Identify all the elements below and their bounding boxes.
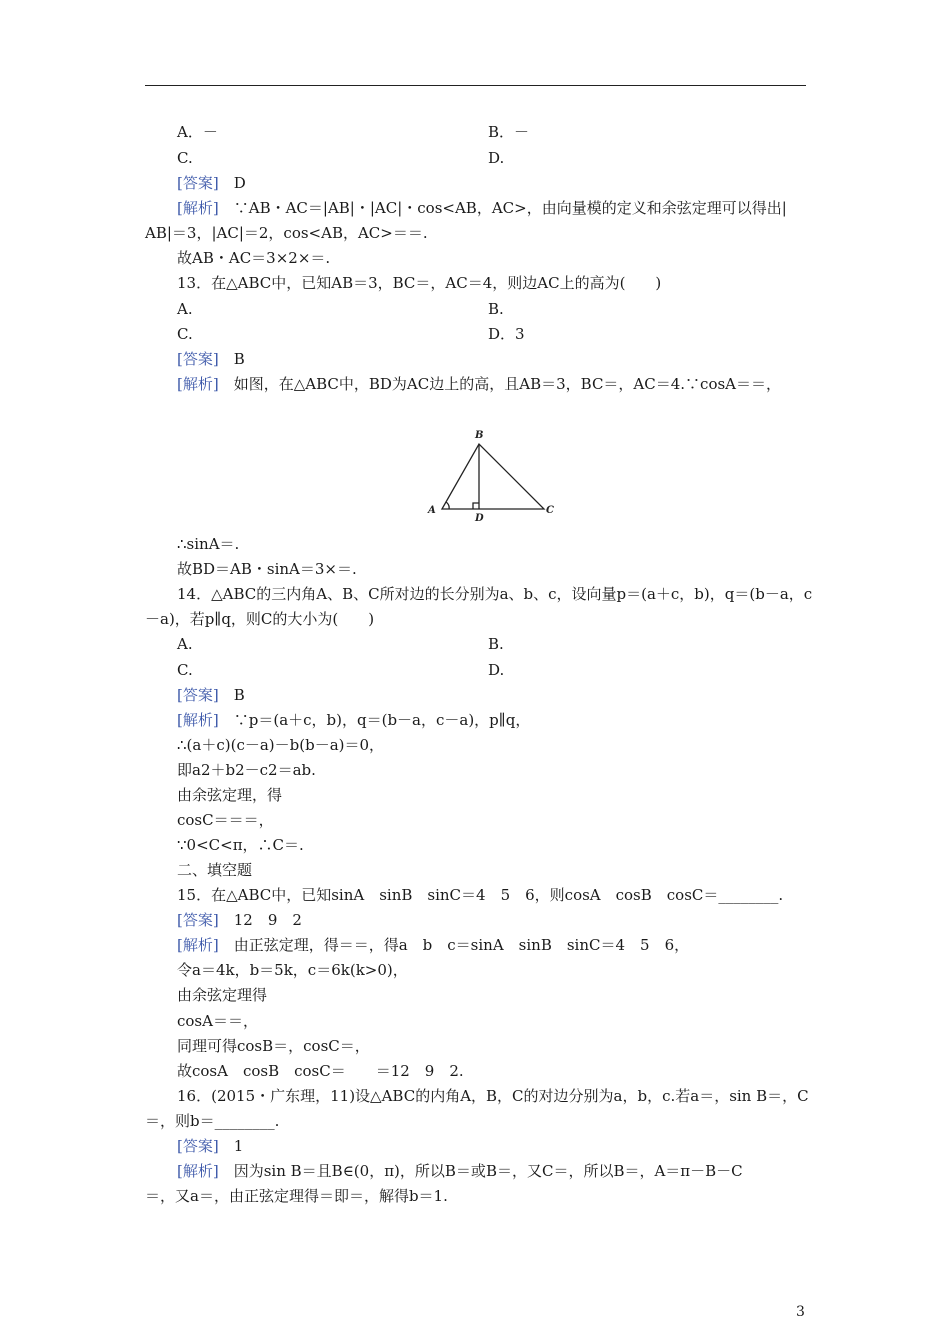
answer-line	[177, 685, 245, 705]
explanation-tag: [解析]	[177, 1162, 219, 1180]
explanation-tag: [解析]	[177, 711, 219, 729]
explanation-text: ∵AB・AC＝|AB|・|AC|・cos<AB，AC>，由向量模的定义和余弦定理可以得出|	[233, 199, 787, 217]
option-d: D.	[488, 661, 505, 679]
explanation-text: cosA＝＝，	[177, 1012, 258, 1030]
explanation-line	[177, 374, 781, 394]
option-c: C.	[177, 325, 193, 343]
explanation-text: ∵0<C<π，∴C＝.	[177, 836, 304, 854]
answer-line	[177, 349, 245, 369]
right-angle-mark	[473, 503, 479, 509]
answer-value: B	[233, 350, 245, 368]
answer-tag: [答案]	[177, 911, 219, 929]
section-heading: 二、填空题	[177, 861, 253, 879]
label-b: B	[475, 430, 484, 441]
explanation-text: 由余弦定理得	[177, 986, 268, 1004]
answer-line	[177, 173, 246, 193]
explanation-text: 由正弦定理，得＝＝，得a b c＝sinA sinB sinC＝4 5 6，	[233, 936, 690, 954]
answer-tag: [答案]	[177, 174, 219, 192]
label-d: D	[475, 513, 484, 524]
answer-tag: [答案]	[177, 1137, 219, 1155]
explanation-text: 因为sin B＝且B∈(0，π)，所以B＝或B＝，又C＝，所以B＝，A＝π－B－C	[233, 1162, 743, 1180]
explanation-tag: [解析]	[177, 199, 219, 217]
question-stem: 15．在△ABC中，已知sinA sinB sinC＝4 5 6，则cosA cosB cosC＝________.	[177, 886, 784, 904]
triangle-abc	[442, 444, 544, 509]
explanation-text: cosC＝＝＝，	[177, 811, 274, 829]
answer-tag: [答案]	[177, 686, 219, 704]
explanation-line	[177, 710, 530, 730]
answer-line	[177, 910, 302, 930]
answer-value: 1	[233, 1137, 244, 1155]
option-b: B.	[488, 635, 504, 653]
header-rule	[145, 85, 806, 86]
explanation-tag: [解析]	[177, 375, 219, 393]
label-c: C	[546, 505, 554, 516]
explanation-line	[177, 1161, 743, 1181]
explanation-text: 故AB・AC＝3×2×＝.	[177, 249, 331, 267]
question-stem: ＝，则b＝________.	[145, 1112, 280, 1130]
option-d: D.	[488, 149, 505, 167]
answer-tag: [答案]	[177, 350, 219, 368]
option-d: D．3	[488, 325, 525, 343]
explanation-text: 由余弦定理，得	[177, 786, 283, 804]
option-a: A.	[177, 635, 193, 653]
explanation-line	[177, 198, 787, 218]
answer-value: B	[233, 686, 245, 704]
explanation-text: 故cosA cosB cosC＝ ＝12 9 2.	[177, 1062, 464, 1080]
option-c: C.	[177, 149, 193, 167]
explanation-text: 即a2＋b2－c2＝ab.	[177, 761, 316, 779]
option-b: B．－	[488, 123, 530, 141]
explanation-text: AB|＝3，|AC|＝2，cos<AB，AC>＝＝.	[145, 224, 428, 242]
explanation-text: 同理可得cosB＝，cosC＝，	[177, 1037, 370, 1055]
question-stem: 16．(2015・广东理，11)设△ABC的内角A，B，C的对边分别为a，b，c.若a＝，sin B＝，C	[177, 1087, 809, 1105]
explanation-text: ＝，又a＝，由正弦定理得＝即＝，解得b＝1.	[145, 1187, 448, 1205]
angle-a-arc	[446, 502, 449, 509]
option-a: A．－	[177, 123, 218, 141]
answer-value: 12 9 2	[233, 911, 302, 929]
triangle-figure	[420, 424, 560, 524]
explanation-text: ∵p＝(a＋c，b)，q＝(b－a，c－a)，p∥q，	[233, 711, 531, 729]
explanation-text: ∴(a＋c)(c－a)－b(b－a)＝0，	[177, 736, 385, 754]
question-stem: 13．在△ABC中，已知AB＝3，BC＝，AC＝4，则边AC上的高为( )	[177, 274, 662, 292]
answer-line	[177, 1136, 243, 1156]
question-stem: 14．△ABC的三内角A、B、C所对边的长分别为a、b、c，设向量p＝(a＋c，b)，q＝(b－a，c	[177, 585, 813, 603]
option-a: A.	[177, 300, 193, 318]
explanation-line	[177, 935, 689, 955]
label-a: A	[428, 505, 436, 516]
explanation-text: ∴sinA＝.	[177, 535, 240, 553]
explanation-text: 故BD＝AB・sinA＝3×＝.	[177, 560, 357, 578]
explanation-text: 令a＝4k，b＝5k，c＝6k(k>0)，	[177, 961, 408, 979]
page-number: 3	[796, 1304, 805, 1320]
question-stem: －a)，若p∥q，则C的大小为( )	[145, 610, 375, 628]
explanation-text: 如图，在△ABC中，BD为AC边上的高，且AB＝3，BC＝，AC＝4.∵cosA＝＝，	[233, 375, 782, 393]
answer-value: D	[233, 174, 246, 192]
option-b: B.	[488, 300, 504, 318]
option-c: C.	[177, 661, 193, 679]
explanation-tag: [解析]	[177, 936, 219, 954]
